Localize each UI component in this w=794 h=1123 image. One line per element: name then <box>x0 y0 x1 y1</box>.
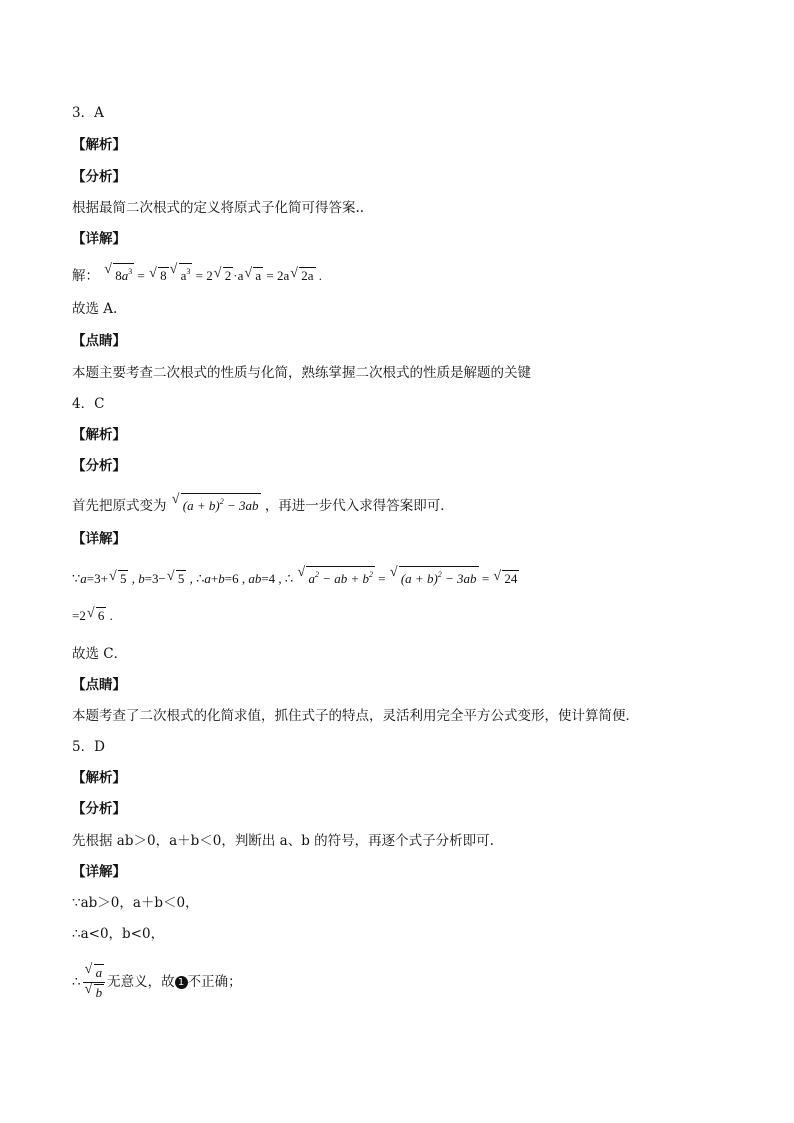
q3-dianjing-label: 【点睛】 <box>72 333 126 349</box>
q3-fenxi-label: 【分析】 <box>72 169 126 185</box>
q3-comment: 本题主要考查二次根式的性质与化简，熟练掌握二次根式的性质是解题的关键 <box>72 365 531 381</box>
q5-step3-pre: ∴ <box>72 974 81 990</box>
q4-conclusion: 故选 C． <box>72 646 128 662</box>
q5-heading: 5．D <box>72 739 105 755</box>
q5-step1: ∵ab＞0，a＋b＜0， <box>72 895 199 911</box>
q4-analysis-pre: 首先把原式变为 <box>72 498 167 514</box>
q4-comment: 本题考查了二次根式的化简求值，抓住式子的特点，灵活利用完全平方公式变形，使计算简便． <box>72 708 639 724</box>
q3-solution <box>72 263 754 285</box>
q4-result-prefix: =2 <box>72 608 86 623</box>
q3-heading: 3．A <box>72 105 104 121</box>
q4-analysis-formula: √ $(a + b)^2 - 3ab$ <box>171 498 261 513</box>
q5-jiexi-label: 【解析】 <box>72 770 126 786</box>
q4-dianjing-label: 【点睛】 <box>72 677 126 693</box>
q5-xiangjie-label: 【详解】 <box>72 864 126 880</box>
q5-fraction: √ a √ b <box>83 964 106 1001</box>
q4-fenxi-label: 【分析】 <box>72 458 126 474</box>
q3-jiexi-label: 【解析】 <box>72 137 126 153</box>
q4-jiexi-label: 【解析】 <box>72 427 126 443</box>
q4-analysis <box>72 493 754 515</box>
q3-formula: √ $8a^3$ = √ 8√ $a^3 = 2√$ 2 ·a√ a = 2a√ 2a . <box>103 268 322 283</box>
q5-step2: ∴a<0，b<0， <box>72 926 165 942</box>
q5-analysis: 先根据 ab＞0，a＋b＜0，判断出 a、b 的符号，再逐个式子分析即可. <box>72 833 494 849</box>
q4-detail-formula: ∵a=3+√ 5 , b=3−√ 5 , ∴a+b=6 , ab=4 , ∴ √ $a^2$ − ab + $b^2$ = √ $(a + b)^2 - 3ab$ = √ 24 <box>72 566 754 588</box>
q3-conclusion: 故选 A. <box>72 301 118 317</box>
q3-solution-prefix: 解： <box>72 268 99 284</box>
q3-xiangjie-label: 【详解】 <box>72 231 126 247</box>
q5-step3-end: 不正确； <box>187 974 242 990</box>
q5-fenxi-label: 【分析】 <box>72 801 126 817</box>
q5-step3 <box>72 962 754 1002</box>
q5-step3-post: 无意义，故 <box>107 974 175 990</box>
q4-analysis-post: ，再进一步代入求得答案即可． <box>264 498 454 514</box>
q4-result: =2√ 6 . <box>72 607 754 625</box>
circled-number-marker: 1 <box>175 976 188 989</box>
q3-analysis: 根据最简二次根式的定义将原式子化简可得答案.. <box>72 200 365 216</box>
q4-heading: 4．C <box>72 396 105 412</box>
q4-xiangjie-label: 【详解】 <box>72 531 126 547</box>
